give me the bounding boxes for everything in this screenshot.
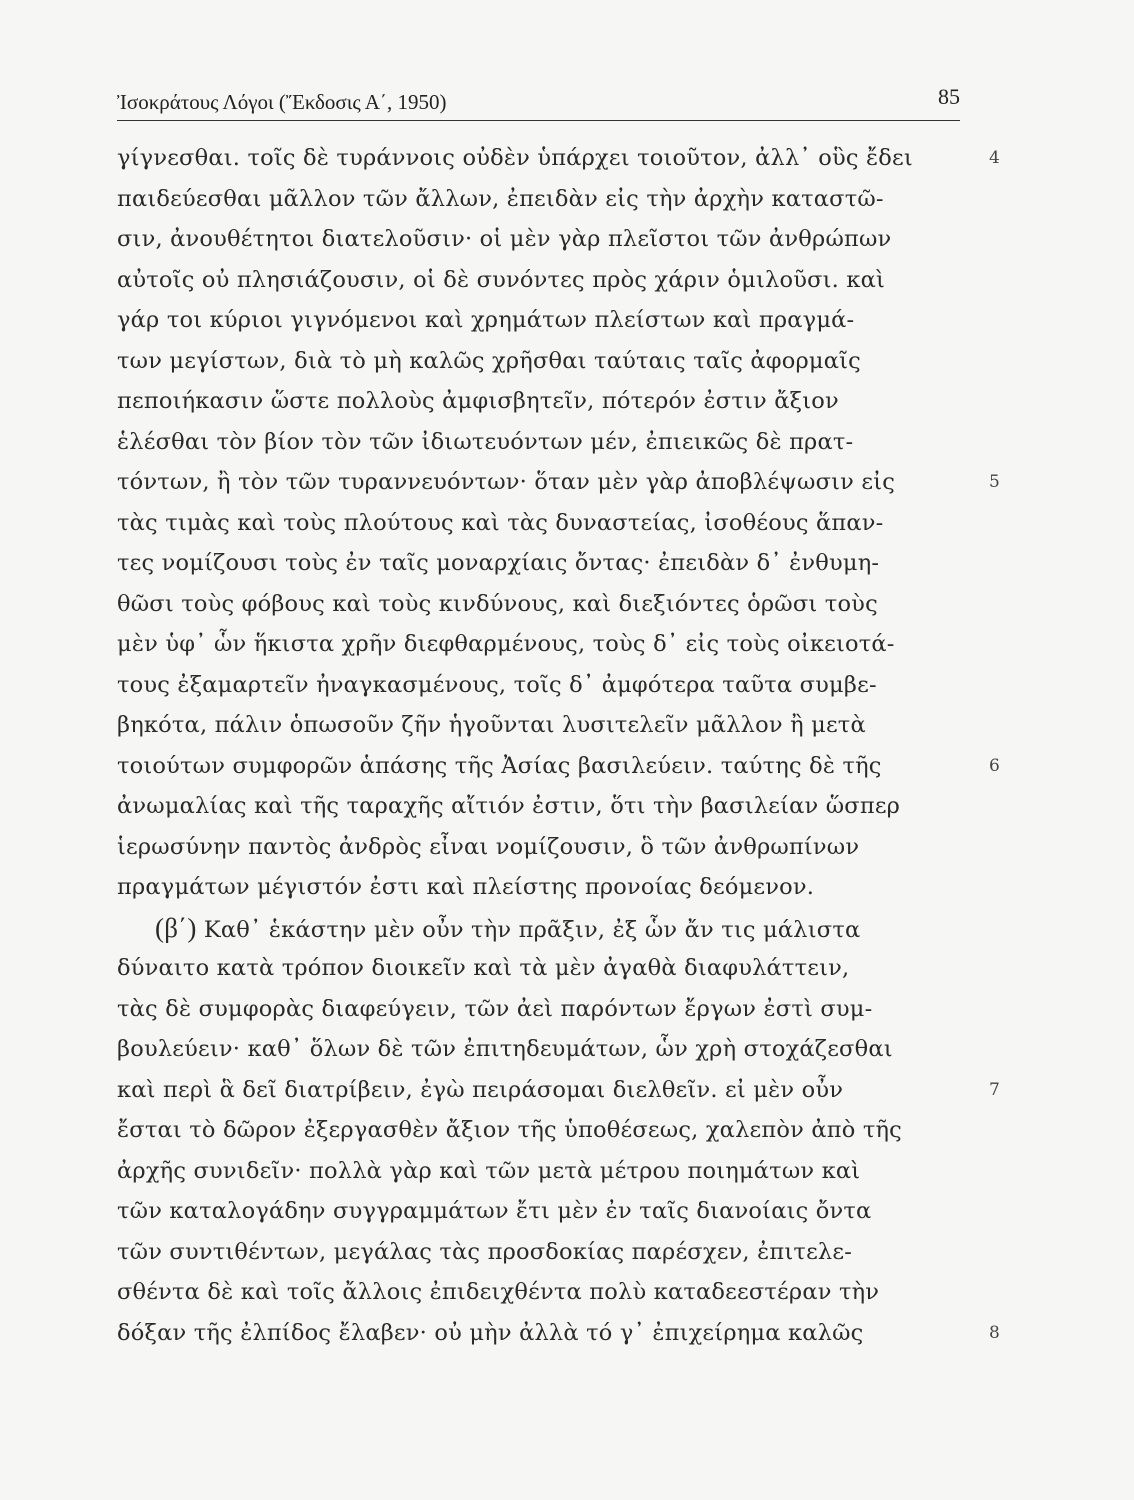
line-text: καὶ περὶ ἃ δεῖ διατρίβειν, ἐγὼ πειράσομαι διελθεῖν. εἰ μὲν οὖν bbox=[117, 1076, 844, 1103]
text-line bbox=[117, 219, 992, 260]
text-line bbox=[117, 786, 992, 827]
line-text: των μεγίστων, διὰ τὸ μὴ καλῶς χρῆσθαι ταύταις ταῖς ἀφορμαῖς bbox=[117, 347, 861, 374]
margin-paragraph-number: 6 bbox=[988, 755, 1000, 776]
line-text: τὰς τιμὰς καὶ τοὺς πλούτους καὶ τὰς δυναστείας, ἰσοθέους ἅπαν- bbox=[117, 509, 884, 536]
text-line bbox=[117, 948, 992, 989]
text-line bbox=[117, 462, 1000, 503]
line-text: μὲν ὑφ᾽ ὧν ἥκιστα χρῆν διεφθαρμένους, τοὺς δ᾽ εἰς τοὺς οἰκειοτά- bbox=[117, 631, 895, 657]
line-text: γάρ τοι κύριοι γιγνόμενοι καὶ χρημάτων πλείστων καὶ πραγμά- bbox=[117, 307, 855, 333]
text-line bbox=[117, 300, 992, 341]
text-line bbox=[117, 1232, 992, 1273]
text-line bbox=[117, 705, 992, 746]
body-text bbox=[117, 138, 1000, 1353]
margin-paragraph-number: 5 bbox=[988, 472, 1000, 492]
text-line bbox=[117, 341, 992, 382]
line-text: σιν, ἀνουθέτητοι διατελοῦσιν· οἱ μὲν γὰρ πλεῖστοι τῶν ἀνθρώπων bbox=[117, 226, 892, 252]
text-line bbox=[117, 1272, 992, 1313]
text-line bbox=[117, 867, 992, 908]
margin-paragraph-number: 7 bbox=[988, 1079, 1000, 1100]
text-line bbox=[117, 584, 992, 625]
text-line bbox=[117, 260, 992, 301]
line-text: Καθ᾽ ἑκάστην μὲν οὖν τὴν πρᾶξιν, ἐξ ὧν ἄν τις μάλιστα bbox=[203, 916, 861, 943]
line-text: πεποιήκασιν ὥστε πολλοὺς ἀμφισβητεῖν, πότερόν ἐστιν ἄξιον bbox=[117, 388, 839, 414]
line-text: βουλεύειν· καθ᾽ ὅλων δὲ τῶν ἐπιτηδευμάτων, ὧν χρὴ στοχάζεσθαι bbox=[117, 1036, 893, 1062]
line-text: δύναιτο κατὰ τρόπον διοικεῖν καὶ τὰ μὲν ἀγαθὰ διαφυλάττειν, bbox=[117, 955, 850, 981]
text-line bbox=[117, 746, 1000, 787]
text-line bbox=[117, 179, 992, 220]
line-text: πραγμάτων μέγιστόν ἐστι καὶ πλείστης προνοίας δεόμενον. bbox=[117, 874, 815, 900]
text-line bbox=[117, 1029, 992, 1070]
text-line bbox=[117, 1110, 992, 1151]
line-text: τῶν συντιθέντων, μεγάλας τὰς προσδοκίας παρέσχεν, ἐπιτελε- bbox=[117, 1238, 853, 1265]
line-text: τες νομίζουσι τοὺς ἐν ταῖς μοναρχίαις ὄντας· ἐπειδὰν δ᾽ ἐνθυμη- bbox=[117, 550, 880, 576]
page-number: 85 bbox=[938, 84, 960, 109]
margin-paragraph-number: 4 bbox=[988, 148, 1000, 168]
line-text: σθέντα δὲ καὶ τοῖς ἄλλοις ἐπιδειχθέντα πολὺ καταδεεστέραν τὴν bbox=[117, 1279, 880, 1305]
text-line bbox=[117, 989, 992, 1030]
text-line bbox=[117, 665, 992, 706]
margin-paragraph-number: 8 bbox=[988, 1322, 1000, 1343]
text-line bbox=[117, 138, 1000, 179]
text-line bbox=[117, 1191, 992, 1232]
line-text: παιδεύεσθαι μᾶλλον τῶν ἄλλων, ἐπειδὰν εἰς τὴν ἀρχὴν καταστῶ- bbox=[117, 185, 884, 212]
text-line bbox=[117, 543, 992, 584]
text-line bbox=[117, 1070, 1000, 1111]
line-text: γίγνεσθαι. τοῖς δὲ τυράννοις οὐδὲν ὑπάρχει τοιοῦτον, ἀλλ᾽ οὓς ἔδει bbox=[117, 145, 913, 171]
running-header bbox=[117, 84, 960, 121]
text-line bbox=[117, 422, 992, 463]
text-line bbox=[117, 503, 992, 544]
text-line bbox=[117, 1151, 992, 1192]
line-text: δόξαν τῆς ἐλπίδος ἔλαβεν· οὐ μὴν ἀλλὰ τό γ᾽ ἐπιχείρημα καλῶς bbox=[117, 1319, 864, 1346]
text-line bbox=[117, 1313, 1000, 1354]
line-text: αὐτοῖς οὐ πλησιάζουσιν, οἱ δὲ συνόντες πρὸς χάριν ὁμιλοῦσι. καὶ bbox=[117, 266, 886, 293]
line-text: ἑλέσθαι τὸν βίον τὸν τῶν ἰδιωτευόντων μέν, ἐπιεικῶς δὲ πρατ- bbox=[117, 428, 854, 455]
line-text: βηκότα, πάλιν ὁπωσοῦν ζῆν ἡγοῦνται λυσιτελεῖν μᾶλλον ἢ μετὰ bbox=[117, 712, 866, 738]
book-title: Ἰσοκράτους Λόγοι (Ἔκδοσις Α΄, 1950) bbox=[117, 90, 447, 114]
section-marker: (β΄) bbox=[155, 912, 197, 943]
line-text: τόντων, ἢ τὸν τῶν τυραννευόντων· ὅταν μὲν γὰρ ἀποβλέψωσιν εἰς bbox=[117, 469, 896, 495]
line-text: ἱερωσύνην παντὸς ἀνδρὸς εἶναι νομίζουσιν, ὃ τῶν ἀνθρωπίνων bbox=[117, 833, 860, 860]
line-text: τοιούτων συμφορῶν ἁπάσης τῆς Ἀσίας βασιλεύειν. ταύτης δὲ τῆς bbox=[117, 752, 882, 779]
text-line bbox=[117, 827, 992, 868]
line-text: τους ἐξαμαρτεῖν ἠναγκασμένους, τοῖς δ᾽ ἀμφότερα ταῦτα συμβε- bbox=[117, 671, 877, 698]
text-line bbox=[117, 908, 992, 949]
text-line bbox=[117, 381, 992, 422]
line-text: ἔσται τὸ δῶρον ἐξεργασθὲν ἄξιον τῆς ὑποθέσεως, χαλεπὸν ἀπὸ τῆς bbox=[117, 1117, 902, 1143]
text-line bbox=[117, 624, 992, 665]
line-text: ἀρχῆς συνιδεῖν· πολλὰ γὰρ καὶ τῶν μετὰ μέτρου ποιημάτων καὶ bbox=[117, 1157, 861, 1184]
line-text: τῶν καταλογάδην συγγραμμάτων ἔτι μὲν ἐν ταῖς διανοίαις ὄντα bbox=[117, 1198, 872, 1224]
line-text: τὰς δὲ συμφορὰς διαφεύγειν, τῶν ἀεὶ παρόντων ἔργων ἐστὶ συμ- bbox=[117, 995, 873, 1022]
line-text: ἀνωμαλίας καὶ τῆς ταραχῆς αἴτιόν ἐστιν, ὅτι τὴν βασιλείαν ὥσπερ bbox=[117, 793, 901, 819]
line-text: θῶσι τοὺς φόβους καὶ τοὺς κινδύνους, καὶ διεξιόντες ὁρῶσι τοὺς bbox=[117, 590, 878, 617]
